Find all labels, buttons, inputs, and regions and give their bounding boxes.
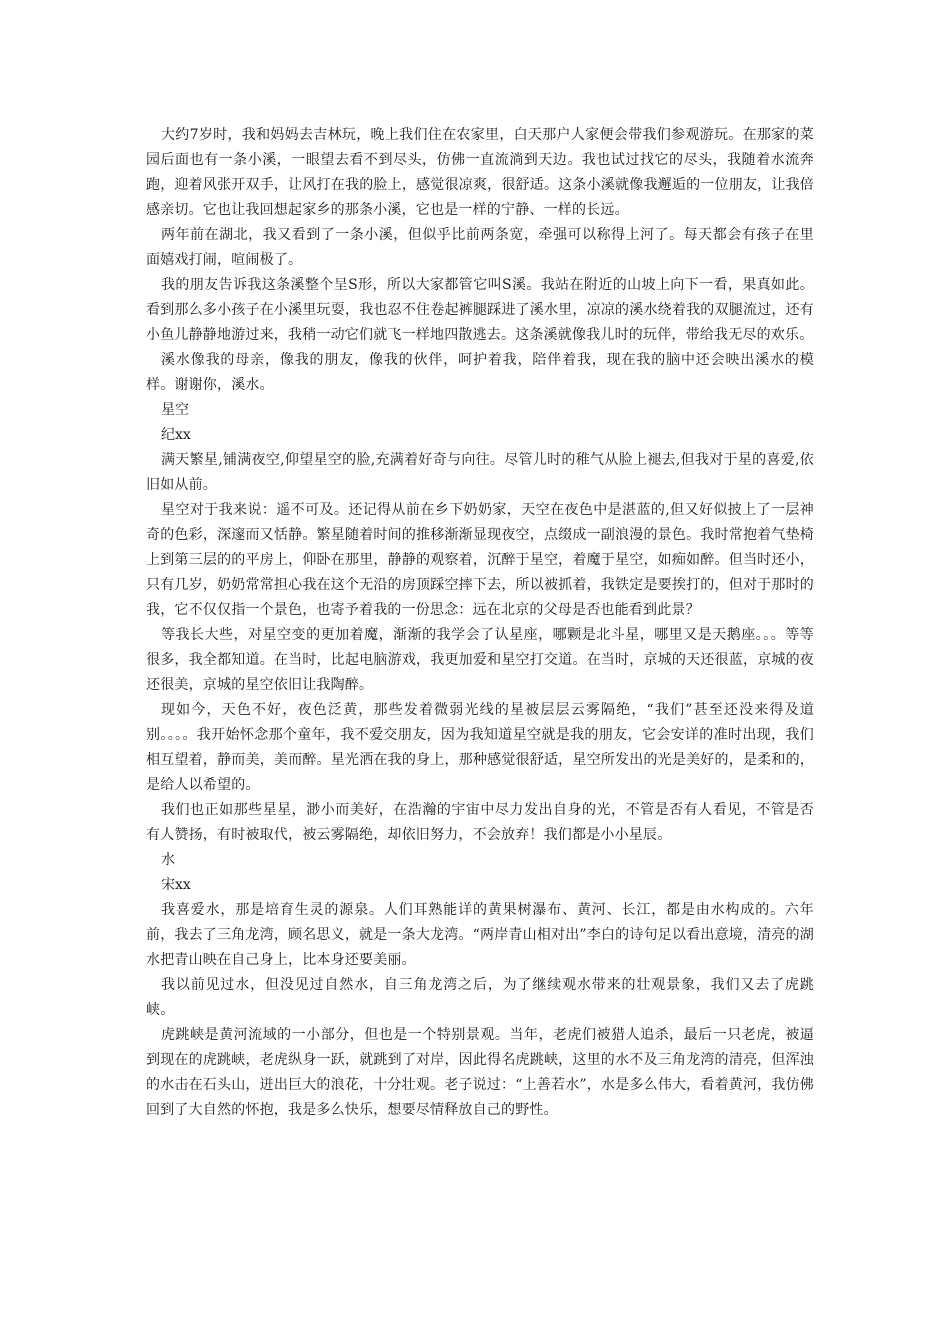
paragraph: 溪水像我的母亲，像我的朋友，像我的伙伴，呵护着我，陪伴着我，现在我的脑中还会映出溪水的模样。谢谢你，溪水。 [146, 352, 814, 393]
author-line: 宋xx [161, 877, 191, 893]
paragraph: 现如今，天色不好，夜色泛黄，那些发着微弱光线的星被层层云雾隔绝，“我们”甚至还没来得及道别。。。。我开始怀念那个童年，我不爱交朋友，因为我知道星空就是我的朋友，它会安详的准时出现，我们相互望着，静而美，美而醉。星光洒在我的身上，那种感觉很舒适，星空所发出的光是美好的，是柔和的，是给人以希望的。 [146, 702, 814, 793]
author-line: 纪xx [161, 427, 191, 443]
paragraph: 星空对于我来说：遥不可及。还记得从前在乡下奶奶家，天空在夜色中是湛蓝的,但又好似披上了一层神奇的色彩，深邃而又恬静。繁星随着时间的推移渐渐显现夜空，点缀成一副浪漫的景色。我时常抱着气垫椅上到第三层的的平房上，仰卧在那里，静静的观察着，沉醉于星空，着魔于星空，如痴如醉。但当时还小，只有几岁，奶奶常常担心我在这个无沿的房顶踩空摔下去，所以被抓着，我铁定是要挨打的，但对于那时的我，它不仅仅指一个景色，也寄予着我的一份思念：远在北京的父母是否也能看到此景？ [146, 502, 814, 618]
section-title: 星空 [161, 402, 189, 418]
paragraph: 两年前在湖北，我又看到了一条小溪，但似乎比前两条宽，牵强可以称得上河了。每天都会有孩子在里面嬉戏打闹，喧闹极了。 [146, 227, 814, 268]
document-page [146, 123, 814, 1123]
paragraph: 我以前见过水，但没见过自然水，自三角龙湾之后，为了继续观水带来的壮观景象，我们又去了虎跳峡。 [146, 977, 814, 1018]
paragraph: 我的朋友告诉我这条溪整个呈S形，所以大家都管它叫S溪。我站在附近的山坡上向下一看，果真如此。看到那么多小孩子在小溪里玩耍，我也忍不住卷起裤腿踩进了溪水里，凉凉的溪水绕着我的双腿流过，还有小鱼儿静静地游过来，我稍一动它们就飞一样地四散逃去。这条溪就像我儿时的玩伴，带给我无尽的欢乐。 [146, 277, 814, 343]
paragraph: 大约7岁时，我和妈妈去吉林玩，晚上我们住在农家里，白天那户人家便会带我们参观游玩。在那家的菜园后面也有一条小溪，一眼望去看不到尽头，仿佛一直流淌到天边。我也试过找它的尽头，我随着水流奔跑，迎着风张开双手，让风打在我的脸上，感觉很凉爽，很舒适。这条小溪就像我邂逅的一位朋友，让我倍感亲切。它也让我回想起家乡的那条小溪，它也是一样的宁静、一样的长远。 [146, 127, 814, 218]
paragraph: 我喜爱水，那是培育生灵的源泉。人们耳熟能详的黄果树瀑布、黄河、长江，都是由水构成的。六年前，我去了三角龙湾，顾名思义，就是一条大龙湾。“两岸青山相对出”李白的诗句足以看出意境，清亮的湖水把青山映在自己身上，比本身还要美丽。 [146, 902, 814, 968]
paragraph: 等我长大些，对星空变的更加着魔，渐渐的我学会了认星座，哪颗是北斗星，哪里又是天鹅座。。。等等很多，我全都知道。在当时，比起电脑游戏，我更加爱和星空打交道。在当时，京城的天还很蓝，京城的夜还很美，京城的星空依旧让我陶醉。 [146, 627, 814, 693]
paragraph: 满天繁星,铺满夜空,仰望星空的脸,充满着好奇与向往。尽管儿时的稚气从脸上褪去,但我对于星的喜爱,依旧如从前。 [146, 452, 814, 493]
section-title: 水 [161, 852, 175, 868]
paragraph: 我们也正如那些星星，渺小而美好，在浩瀚的宇宙中尽力发出自身的光，不管是否有人看见，不管是否有人赞扬，有时被取代，被云雾隔绝，却依旧努力，不会放弃！我们都是小小星辰。 [146, 802, 814, 843]
paragraph: 虎跳峡是黄河流域的一小部分，但也是一个特别景观。当年，老虎们被猎人追杀，最后一只老虎，被逼到现在的虎跳峡，老虎纵身一跃，就跳到了对岸，因此得名虎跳峡，这里的水不及三角龙湾的清亮，但浑浊的水击在石头山，迸出巨大的浪花，十分壮观。老子说过：“上善若水”，水是多么伟大，看着黄河，我仿佛回到了大自然的怀抱，我是多么快乐，想要尽情释放自己的野性。 [146, 1027, 814, 1118]
